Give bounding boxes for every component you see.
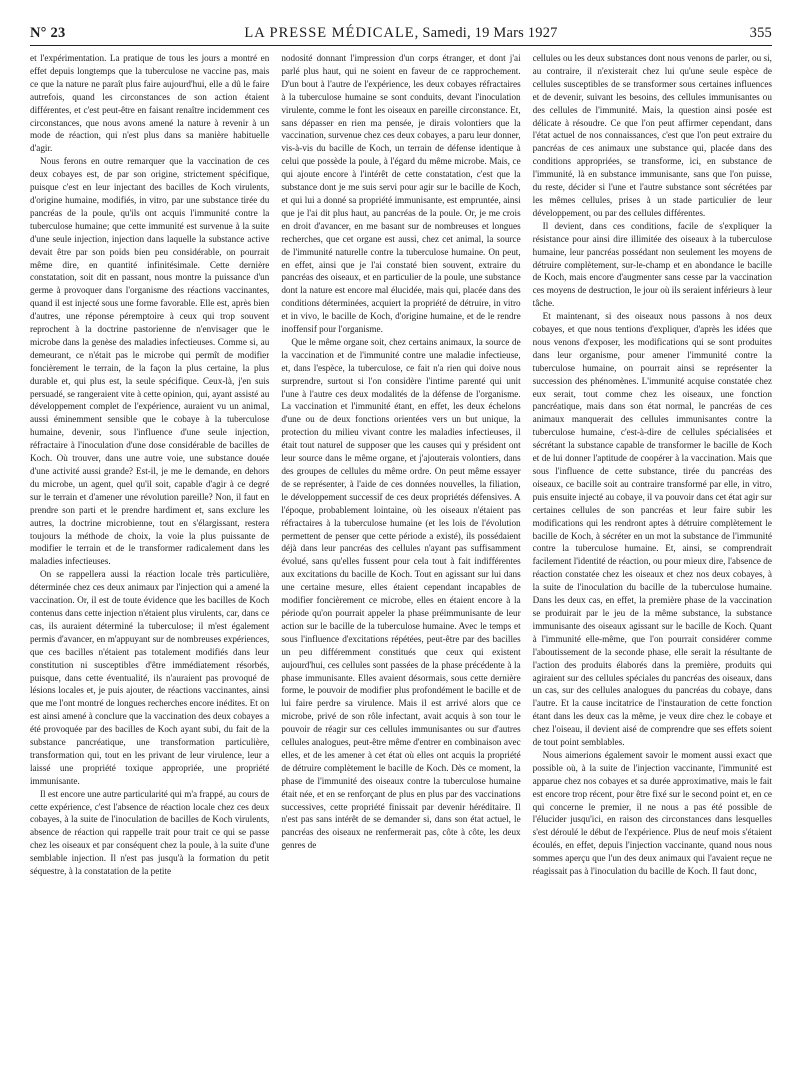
article-columns bbox=[30, 52, 772, 1072]
masthead-title: LA PRESSE MÉDICALE, Samedi, 19 Mars 1927 bbox=[244, 25, 558, 41]
paragraph: Il devient, dans ces conditions, facile de s'expliquer la résistance pour ainsi dire illimitée des oiseaux à la tuberculose humaine, leur pancréas possédant non seulement les moyens de détruire complètement, sur-le-champ et en abondance le bacille de Koch, mais encore d'augmenter sans cesse par la vaccination ces moyens de destruction, le jour où ils seraient inférieurs à leur tâche. bbox=[532, 220, 772, 309]
column-1 bbox=[30, 52, 269, 1072]
paragraph: Nous aimerions également savoir le moment aussi exact que possible où, à la suite de l'injection vaccinante, l'immunité est apparue chez nos cobayes et sa durée approximative, mais le fait est encore trop récent, pour être fixé sur le second point et, en ce qui concerne le premier, il ne nous a pas été possible de l'élucider jusqu'ici, en raison des circonstances dans lesquelles s'est déroulé le début de l'expérience. Plus de neuf mois s'étaient écoulés, en effet, depuis l'injection vaccinante, quand nous nous sommes aperçu que l'un des deux animaux qui l'avaient reçue ne réagissait pas à l'inoculation du bacille de Koch. Il faut donc, bbox=[532, 749, 772, 877]
paragraph: et l'expérimentation. La pratique de tous les jours a montré en effet depuis longtemps que la tuberculose ne vaccine pas, mais ce que la nature ne paraît plus faire aujourd'hui, elle a dû le faire autrefois, quand les circonstances de son action étaient différentes, et c'est peut-être en faisant renaître incidemment ces circonstances, que nous avons amené la nature à revenir à un mode de réaction, qui n'est plus dans sa manière habituelle d'agir. bbox=[30, 53, 270, 154]
issue-number: N° 23 bbox=[30, 25, 66, 41]
column-2 bbox=[281, 52, 520, 1072]
page-number: 355 bbox=[749, 25, 772, 41]
paragraph: On se rappellera aussi la réaction locale très particulière, déterminée chez ces deux animaux par l'injection qui a amené la vaccination. Or, il est de toute évidence que les bacilles de Koch contenus dans cette injection n'étaient plus virulents, car, dans ce cas, ils auraient déterminé la tuberculose; il m'est également permis d'avancer, en m'appuyant sur de nombreuses expériences, que ces bacilles n'étaient pas totalement modifiés dans leur constitution ni susceptibles d'être immédiatement résorbés, puisque, dans cette éventualité, ils n'auraient pas provoqué de lésions locales et, je puis ajouter, de réactions vaccinantes, ainsi que me l'ont montré de longues recherches encore inédites. Et on est ainsi amené à conclure que la vaccination des deux cobayes a été provoquée par des bacilles de Koch ayant subi, du fait de la substance pancréatique, une transformation particulière, transformation qui, tout en les privant de leur virulence, leur a laissé une propriété toxique appropriée, une propriété immunisante. bbox=[30, 569, 270, 786]
paragraph: nodosité donnant l'impression d'un corps étranger, et dont j'ai parlé plus haut, qui ne soient en faveur de ce rapprochement. D'un bout à l'autre de l'expérience, les deux cobayes réfractaires à la tuberculose humaine se sont conduits, devant l'inoculation virulente, comme le font les oiseaux en pareille circonstance. Et, sans dépasser en rien ma pensée, je dirais volontiers que la vaccination, survenue chez ces deux cobayes, a paru leur donner, vis-à-vis du bacille de Koch, un terrain de défense identique à celui que possède la poule, à l'égard du même microbe. Mais, ce qui ajoute encore à l'intérêt de cette constatation, c'est que la substance dont je me suis servi pour agir sur le bacille de Koch, et qui lui a donné sa propriété immunisante, est empruntée, ainsi que je l'ai dit plus haut, au pancréas de la poule. Or, je me crois en droit d'avancer, en me basant sur de nombreuses et longues recherches, que cet organe est aussi, chez cet animal, la source de l'immunité naturelle contre la tuberculose humaine. On peut, en effet, ainsi que je l'ai constaté bien souvent, extraire du pancréas des oiseaux, et en particulier de la poule, une substance dont la nature est encore mal élucidée, mais qui, placée dans des conditions déterminées, acquiert la propriété de détruire, in vitro et in vivo, le bacille de Koch, d'origine humaine, et de le rendre inoffensif pour l'organisme. bbox=[281, 53, 521, 335]
column-3 bbox=[533, 52, 772, 1072]
publication-name: LA PRESSE MÉDICALE bbox=[244, 25, 415, 41]
paragraph: Que le même organe soit, chez certains animaux, la source de la vaccination et de l'immunité contre une maladie infectieuse, et, dans l'espèce, la tuberculose, ce fait n'a rien qui doive nous surprendre, surtout si l'on considère l'intime parenté qui unit l'une à l'autre ces deux modalités de la défense de l'organisme. La vaccination et l'immunité étant, en effet, les deux échelons d'une ou de deux fonctions orientées vers un but unique, la protection du milieu vivant contre les maladies infectieuses, il était tout naturel de supposer que les causes qui y président ont leur source dans le même organe, et j'ajouterais volontiers, dans des groupes de cellules du même ordre. On peut même essayer de se représenter, à l'aide de ces données nouvelles, la filiation, le développement successif de ces deux propriétés défensives. A l'époque, probablement lointaine, où les oiseaux n'étaient pas réfractaires à la tuberculose humaine (et les lois de l'évolution permettent de penser que cette période a existé), ils possédaient déjà dans leur pancréas des cellules n'ayant pas suffisamment évolué, sans qu'elles fussent pour cela tout à fait indifférentes aux excitations du bacille de Koch. Tout en agissant sur lui dans une certaine mesure, elles étaient cependant incapables de modifier foncièrement ce microbe, elles en étaient encore à la période qu'on pourrait appeler la phase préimmunisante de leur action sur le bacille de la tuberculose humaine. Avec le temps et sous l'influence d'excitations répétées, peut-être par des bacilles un peu différemment constitués que ceux qui existent aujourd'hui, ces cellules sont passées de la phase précédente à la phase immunisante. Elles avaient désormais, sous cette dernière forme, le pouvoir de modifier plus profondément le bacille et de lui faire perdre sa virulence. Mais il est arrivé alors que ce microbe, privé de son rôle infectant, avait acquis à son tour le pouvoir de réagir sur ces cellules immunisantes ou sur d'autres cellules analogues, peut-être même d'entrer en combinaison avec elles, et de les amener à cet état où elles ont acquis la propriété de détruire complètement le bacille de Koch. Dès ce moment, la phase de l'immunité des oiseaux contre la tuberculose humaine était née, et en se renforçant de plus en plus par des vaccinations successives, cette propriété finissait par devenir héréditaire. Il n'est pas sans intérêt de se demander si, dans son état actuel, le pancréas des oiseaux ne renfermerait pas, côte à côte, les deux genres de bbox=[281, 336, 521, 851]
masthead bbox=[30, 18, 772, 46]
issue-date: Samedi, 19 Mars 1927 bbox=[422, 25, 558, 41]
paragraph: cellules ou les deux substances dont nous venons de parler, ou si, au contraire, il n'existerait chez lui qu'une seule espèce de cellules susceptibles de se transformer sous certaines influences et de devenir, suivant les besoins, des cellules immunisantes ou des cellules de l'immunité. Mais, la question ainsi posée est délicate à résoudre. Ce que l'on peut affirmer cependant, dans l'état actuel de nos connaissances, c'est que l'on peut extraire du pancréas de ces animaux une substance qui, placée dans des conditions appropriées, se transforme, ici, en substance de l'immunité, là en substance immunisante, sans que l'on puisse, du reste, décider si l'une et l'autre substance sont sécrétées par les mêmes cellules, prises à un stade particulier de leur développement, ou par des cellules différentes. bbox=[532, 53, 772, 218]
paragraph: Il est encore une autre particularité qui m'a frappé, au cours de cette expérience, c'est l'absence de réaction locale chez ces deux cobayes, à la suite de l'inoculation de bacilles de Koch virulents, absence de réaction qui rappelle trait pour trait ce qui se passe chez les oiseaux et par conséquent chez la poule, à la suite d'une semblable injection. Il n'est pas jusqu'à la formation du petit séquestre, à la constatation de la petite bbox=[30, 788, 270, 877]
paragraph: Nous ferons en outre remarquer que la vaccination de ces deux cobayes est, de par son origine, strictement spécifique, puisque c'est en leur injectant des bacilles de Koch virulents, d'origine humaine, modifiés, in vitro, par une substance tirée du pancréas de la poule, qu'ils ont acquis l'immunité contre la tuberculose humaine; que cette immunité est survenue à la suite d'une seule injection, injection dans laquelle la substance active devait être par son poids bien peu considérable, on pourrait même dire, en quantité infinitésimale. Cette dernière constatation, soit dit en passant, nous montre la puissance d'un germe à provoquer dans l'organisme des réactions vaccinantes, quand il est injecté sous une forme favorable. Elle est, après bien d'autres, une réponse péremptoire à ceux qui trop souvent reprochent à la doctrine pastorienne de n'envisager que le microbe dans la genèse des maladies infectieuses. Comme si, au demeurant, ce n'était pas le microbe qui permît de modifier foncièrement le terrain, de la façon la plus certaine, la plus durable et, qui plus est, la seule spécifique. Ceux-là, j'en suis persuadé, se rangeraient vite à cette opinion, qui, ayant assisté au développement complet de l'expérience, auraient vu un animal, aussi éminemment sensible que le cobaye à la tuberculose humaine, devenir, sous l'influence d'une seule injection, réfractaire à l'inoculation d'une dose considérable de bacilles de Koch. Où trouver, dans une autre voie, une substance douée d'une activité aussi grande? Est-il, je me le demande, en dehors du microbe, un agent, quel qu'il soit, capable d'agir à ce degré sur le terrain et d'amener une révolution pareille? Non, il faut en prendre son parti et le prendre hardiment et, sans exclure les autres, la doctrine microbienne, tout en s'élargissant, restera toujours la méthode de choix, la voie la plus puissante de modifier le terrain et de le transformer radicalement dans les maladies infectieuses. bbox=[30, 156, 270, 567]
paragraph: Et maintenant, si des oiseaux nous passons à nos deux cobayes, et que nous tentions d'expliquer, d'après les idées que nous venons d'exposer, les modifications qui se sont produites dans leur organisme, pour amener l'immunité contre la tuberculose humaine, on pourrait ainsi se représenter la succession des phénomènes. L'immunité acquise constatée chez eux serait, tout comme chez les oiseaux, une fonction pancréatique, mais dans son état normal, le pancréas de ces animaux manquerait des cellules immunisantes contre la tuberculose humaine, c'est-à-dire de cellules spécialisées et sécrétant la substance capable de transformer le bacille de Koch et de lui donner l'aptitude de coopérer à la vaccination. Mais que sous l'influence de cette substance, tirée du pancréas des oiseaux, ce bacille soit au contraire transformé par elle, in vitro, puis ensuite injecté au cobaye, il va pouvoir dans cet état agir sur certaines cellules de son pancréas et leur faire subir les modifications qui les rendront aptes à détruire complètement le bacille de Koch, à sécréter en un mot la substance de l'immunité contre la tuberculose humaine. Et, ainsi, se comprendrait facilement l'identité de réaction, ou pour mieux dire, l'absence de réaction constatée chez les oiseaux et chez nos deux cobayes, à la suite de l'inoculation du bacille de la tuberculose humaine. Dans les deux cas, en effet, la première phase de la vaccination se produirait par le jeu de la même substance, la substance immunisante des oiseaux agissant sur le bacille de Koch. Quant à l'immunité elle-même, que l'on pourrait considérer comme l'aboutissement de la seconde phase, elle serait la résultante de l'action des produits élaborés dans la première, produits qui agiraient sur des cellules spéciales du pancréas des oiseaux, dans un cas, sur des cellules analogues du pancréas du cobaye, dans l'autre. Et la cause incitatrice de l'instauration de cette fonction étant dans les deux cas la même, je veux dire chez le cobaye et chez l'oiseau, il devient aisé de comprendre que ses effets soient de tout point semblables. bbox=[532, 311, 772, 748]
